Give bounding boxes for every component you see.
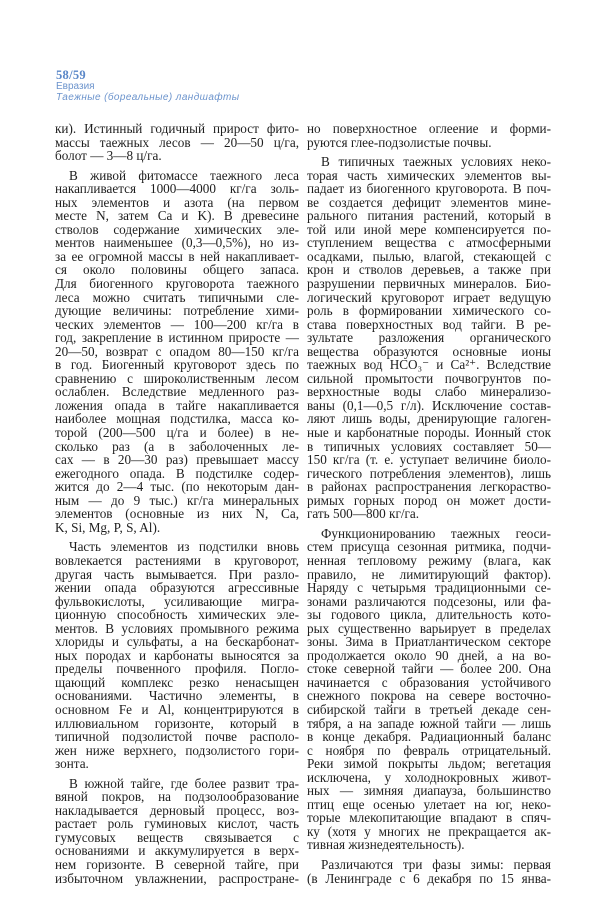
text-line: В южной тайге, где более развит тра-	[69, 775, 299, 791]
text-line: основаниями. Частично элементы, в	[55, 688, 299, 704]
text-line: ментов. В условиях промывного режима	[55, 620, 299, 636]
text-line: рального питания растений, который в	[307, 208, 551, 224]
text-line: сильной промытости почвогрунтов по-	[307, 370, 551, 386]
text-line: Для биогенного круговорота таежного	[55, 276, 299, 292]
text-line: начинается с образования устойчивого	[307, 674, 551, 690]
text-line: накладывается дерновый процесс, воз-	[55, 802, 299, 818]
text-line: крон и стволов деревьев, а также при	[307, 262, 551, 278]
text-line: элементов (основные из них N, Ca,	[55, 506, 299, 522]
text-line: падает из биогенного круговорота. В поч-	[307, 181, 551, 197]
text-line: нем горизонте. В северной тайге, при	[55, 856, 299, 872]
text-line: в конце декабря. Радиационный баланс	[307, 729, 551, 745]
text-line: в год. Биогенный круговорот здесь по	[55, 357, 299, 373]
region-title: Евразия	[56, 81, 95, 92]
text-line: руются глее-подзолистые почвы.	[307, 134, 492, 150]
text-line: стем присуща сезонная ритмика, подчи-	[307, 539, 551, 555]
text-column-right	[307, 122, 551, 885]
text-line: жении опада образуются агрессивные	[55, 580, 299, 596]
text-line: ку (хотя у многих не прекращается ак-	[307, 823, 551, 839]
text-line: роль в формировании химического со-	[307, 303, 551, 319]
text-line: ных — зимняя диапауза, большинство	[307, 783, 551, 799]
text-line: стоке северной тайги — более 200. Она	[307, 661, 551, 677]
text-line: наиболее мощная подстилка, масса ко-	[55, 411, 299, 427]
text-line: типичной подзолистой почве располо-	[55, 729, 299, 745]
text-column-left	[55, 122, 299, 885]
text-line: массы таежных лесов — 20—50 ц/га,	[55, 134, 299, 150]
text-line: зультате разложения органического	[307, 330, 551, 346]
text-line: исключена, у холоднокровных живот-	[307, 769, 551, 785]
text-line: зоны. Зима в Приатлантическом секторе	[307, 634, 551, 650]
text-line: леса можно считать типичными сле-	[55, 289, 299, 305]
text-line: Функционированию таежных геоси-	[321, 525, 551, 541]
text-line: таежных вод HCO₃⁻ и Ca²⁺. Вследствие	[307, 357, 551, 373]
text-line: в типичных условиях составляет 50—	[307, 438, 551, 454]
text-line: жен ниже верхнего, подзолистого гори-	[55, 742, 299, 758]
text-line: вовлекается растениями в круговорот,	[55, 552, 299, 568]
text-line: ваны (0,1—0,5 г/л). Исключение состав-	[307, 397, 551, 413]
text-line: Наряду с четырьмя традиционными се-	[307, 580, 551, 596]
text-line: ве создается дефицит элементов мине-	[307, 194, 551, 210]
text-line: гумусовых веществ связывается с	[55, 829, 299, 845]
text-line: снежного покрова на севере восточно-	[307, 688, 551, 704]
text-line: но поверхностное оглеение и форми-	[307, 121, 551, 136]
text-line: дующие величины: потребление хими-	[55, 303, 299, 319]
text-line: жится до 2—4 тыс. (по некоторым дан-	[55, 479, 299, 495]
text-line: верхностные воды слабо минерализо-	[307, 384, 551, 400]
text-line: основаниями и аккумулируется в верх-	[55, 843, 299, 859]
text-line: торой (200—500 ц/га и более) в не-	[55, 425, 299, 441]
text-line: (в Ленинграде с 6 декабря по 15 янва-	[307, 870, 551, 886]
text-line: за ее огромной массы в ней накапливает-	[55, 248, 299, 264]
text-line: в районах распространения легкораство-	[307, 479, 551, 495]
page-numbers: 58/59	[56, 68, 86, 82]
text-line: K, Si, Mg, P, S, Al).	[55, 519, 161, 535]
text-line: птиц еще осенью улетает на юг, неко-	[307, 796, 551, 812]
text-line: разрушении первичных минералов. Био-	[307, 276, 551, 292]
text-line: става поверхностных вод тайги. В ре-	[307, 316, 551, 332]
text-line: зонта.	[55, 756, 89, 772]
text-line: 150 кг/га (т. е. уступает величине биоло-	[307, 452, 551, 468]
text-line: логический круговорот играет ведущую	[307, 289, 551, 305]
running-header	[56, 70, 240, 103]
text-line: сах — в 20—30 раз) превышает массу	[55, 452, 299, 468]
text-line: 20—50, возврат с опадом 80—150 кг/га	[55, 343, 299, 359]
text-line: Различаются три фазы зимы: первая	[321, 856, 551, 872]
text-line: ных элементов и азота (на первом	[55, 194, 299, 210]
text-line: щающий комплекс резко ненасыщен	[55, 674, 299, 690]
text-line: зы годового цикла, длительность кото-	[307, 607, 551, 623]
text-line: Часть элементов из подстилки вновь	[69, 539, 299, 555]
text-line: ступлением вещества с атмосферными	[307, 235, 551, 251]
text-line: месте N, затем Ca и K). В древесине	[55, 208, 299, 224]
text-line: В живой фитомассе таежного леса	[69, 167, 299, 183]
text-line: ненная тепловому режиму (влага, как	[307, 552, 551, 568]
text-line: ежегодного опада. В подстилке содер-	[55, 465, 299, 481]
text-line: зонами различаются подсезоны, или фа-	[307, 593, 551, 609]
text-line: торые млекопитающие впадают в спяч-	[307, 810, 551, 826]
text-line: ным — до 9 тыс.) кг/га минеральных	[55, 492, 299, 508]
text-line: основном Fe и Al, концентрируются в	[55, 701, 299, 717]
text-line: правило, не лимитирующий фактор).	[307, 566, 551, 582]
text-line: рых существенно варьирует в пределах	[307, 620, 551, 636]
text-line: продолжается около 90 дней, а на во-	[307, 647, 551, 663]
text-line: сибирской тайги в третьей декаде сен-	[307, 701, 551, 717]
text-line: другая часть вымывается. При разло-	[55, 566, 299, 582]
text-line: тивная жизнедеятельность).	[307, 837, 465, 853]
text-line: сколько раз (а в заболоченных ле-	[55, 438, 299, 454]
text-line: тября, а на западе южной тайги — лишь	[307, 715, 551, 731]
text-line: растает роль гуминовых кислот, часть	[55, 816, 299, 832]
text-line: торая часть химических элементов вы-	[307, 167, 551, 183]
text-line: гического потребления элементов), лишь	[307, 465, 551, 481]
text-line: болот — 3—8 ц/га.	[55, 148, 162, 164]
text-line: хлориды и сульфаты, а на бескарбонат-	[55, 634, 299, 650]
text-line: ослаблен. Вследствие медленного раз-	[55, 384, 299, 400]
text-line: сравнению с широколиственным лесом	[55, 370, 299, 386]
text-line: ные и карбонатные породы. Ионный сток	[307, 425, 551, 441]
text-line: ки). Истинный годичный прирост фито-	[55, 121, 299, 136]
text-line: ложения опада в тайге накапливается	[55, 397, 299, 413]
text-line: В типичных таежных условиях неко-	[321, 154, 551, 170]
text-line: римых горных пород он может дости-	[307, 492, 551, 508]
section-title: Таежные (бореальные) ландшафты	[56, 92, 240, 103]
text-line: осадками, пылью, влагой, стекающей с	[307, 248, 551, 264]
text-line: стволов содержание химических эле-	[55, 221, 299, 237]
text-line: вяной покров, на подзолообразование	[55, 789, 299, 805]
text-line: фульвокислоты, усиливающие мигра-	[55, 593, 299, 609]
text-line: ционную способность химических эле-	[55, 607, 299, 623]
text-line: ческих элементов — 100—200 кг/га в	[55, 316, 299, 332]
text-line: Реки зимой покрыты льдом; вегетация	[307, 756, 551, 772]
text-line: ляют лишь воды, дренирующие галоген-	[307, 411, 551, 427]
text-line: год, закрепление в истинном приросте —	[55, 330, 299, 346]
text-line: накапливается 1000—4000 кг/га золь-	[55, 181, 299, 197]
text-line: ся около половины общего запаса.	[55, 262, 299, 278]
text-line: пределы почвенного профиля. Погло-	[55, 661, 299, 677]
text-line: вещества образуются основные ионы	[307, 343, 551, 359]
text-line: ных породах и карбонаты выносятся за	[55, 647, 299, 663]
text-line: той или иной мере компенсируется по-	[307, 221, 551, 237]
text-line: иллювиальном горизонте, который в	[55, 715, 299, 731]
text-line: гать 500—800 кг/га.	[307, 506, 420, 522]
text-line: с ноября по февраль отрицательный.	[307, 742, 551, 758]
text-line: ментов наименьшее (0,3—0,5%), но из-	[55, 235, 299, 251]
text-line: избыточном увлажнении, распростране-	[55, 870, 299, 886]
